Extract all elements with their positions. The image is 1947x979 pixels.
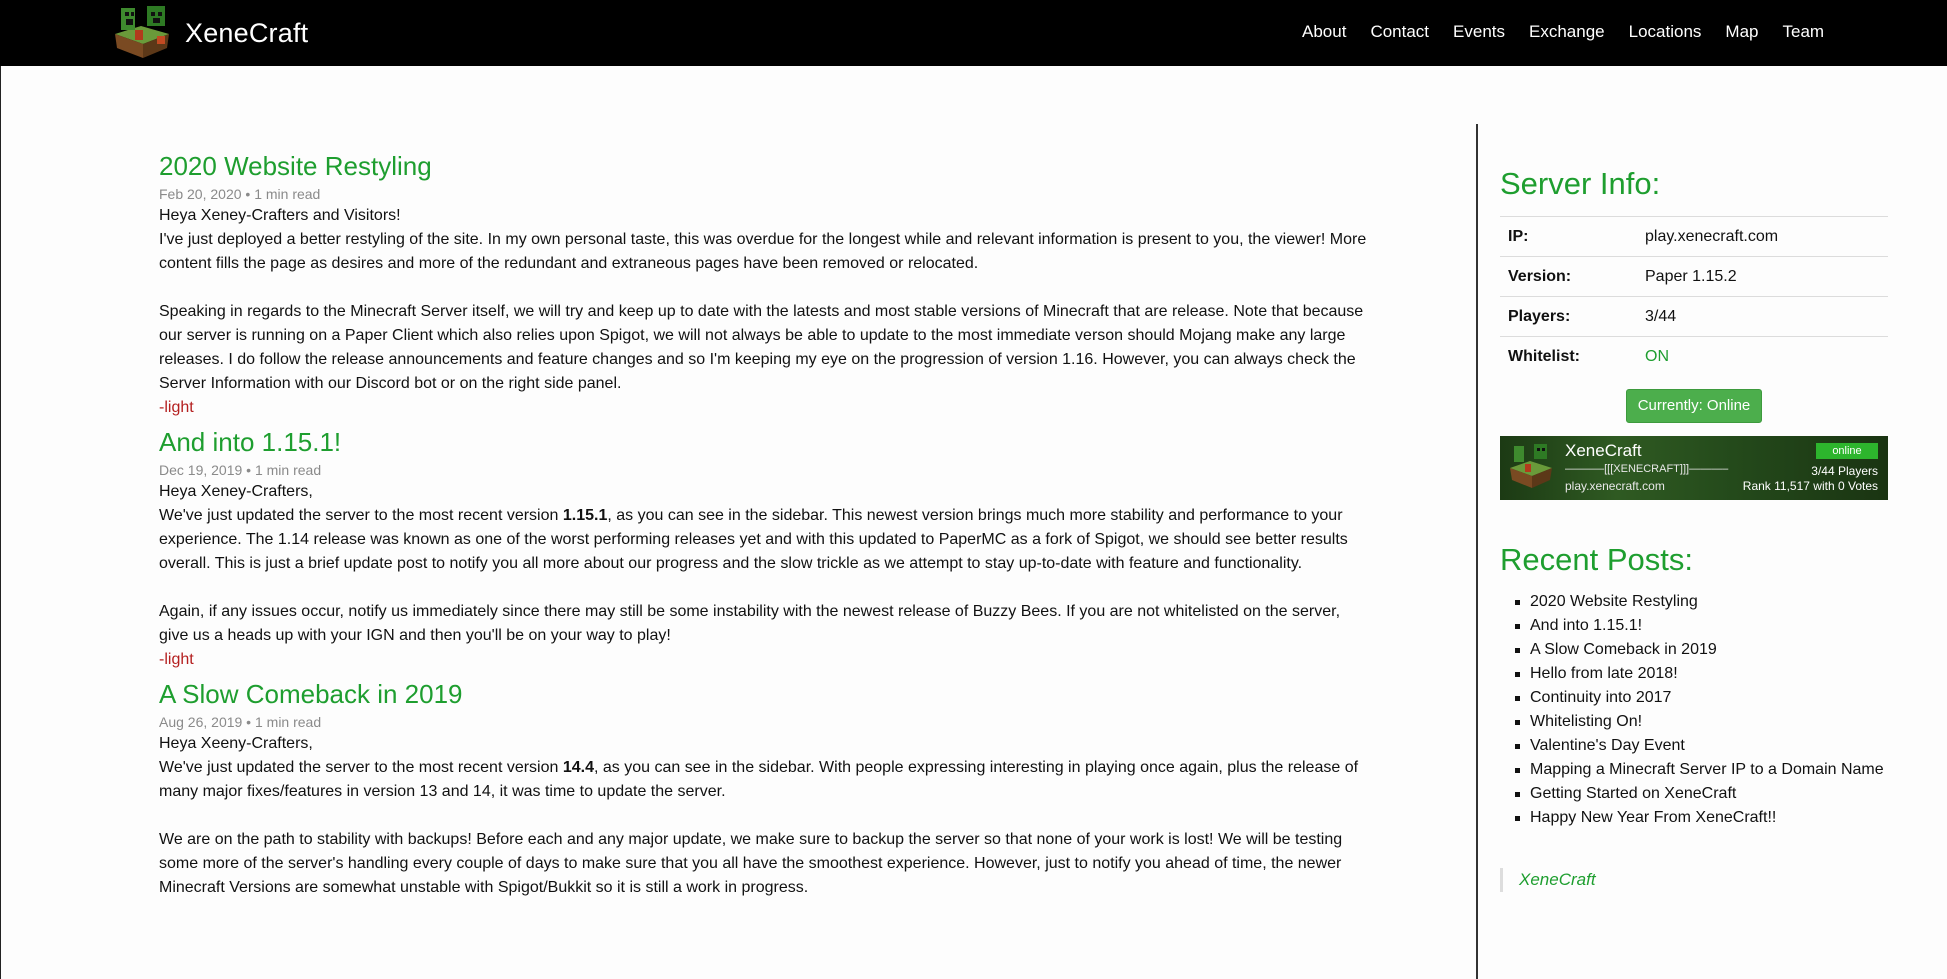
recent-post-link[interactable]: Continuity into 2017 xyxy=(1515,686,1888,710)
post-paragraph xyxy=(159,756,1367,804)
version-bold: 1.15.1 xyxy=(562,507,608,524)
post-paragraph: Heya Xeeny-Crafters, xyxy=(159,735,313,752)
brand-name: XeneCraft xyxy=(185,17,309,48)
server-banner[interactable] xyxy=(1500,436,1888,500)
post-signature: -light xyxy=(159,651,194,668)
server-info-table xyxy=(1500,216,1888,377)
page-left-border xyxy=(0,66,1,979)
version-bold: 14.4 xyxy=(562,759,594,776)
post-paragraph: Speaking in regards to the Minecraft Server itself, we will try and keep up to date with the latests and most stable versions of Minecraft that are release. Note that because our server is running on a Paper Client which also relies upon Spigot, we will not always be able to update to the most immediate verson should Mojang make any large releases. I do follow the release announcements and feature changes and so I'm keeping my eye on the progression of version 1.16. However, you can always check the Server Information with our Discord bot or on the right side panel. xyxy=(159,303,1364,392)
text-span: , as you can see in the sidebar. This newest version brings much more stability and performance to your experience. The 1.14 release was known as one of the worst performing releases yet and with this updated to PaperMC as a fork of Spigot, we should see better results overall. This is just a brief update post to notify you all more about our progress and the slow trickle as we attempt to stay up-to-date with feature and functionality. xyxy=(159,507,1348,572)
banner-motd: ———–[[[XENECRAFT]]]———– xyxy=(1565,462,1729,475)
nav-link-contact[interactable]: Contact xyxy=(1370,22,1430,41)
post-paragraph: Heya Xeney-Crafters and Visitors! xyxy=(159,207,401,224)
recent-posts-heading: Recent Posts: xyxy=(1500,541,1693,577)
nav-link-events[interactable]: Events xyxy=(1453,22,1506,41)
recent-post-link[interactable]: Happy New Year From XeneCraft!! xyxy=(1515,806,1888,830)
post-item xyxy=(159,678,1367,900)
banner-rank: Rank 11,517 with 0 Votes xyxy=(1742,478,1878,493)
text-span: We've just updated the server to the most recent version xyxy=(159,507,563,524)
post-body xyxy=(159,732,1367,900)
banner-address: play.xenecraft.com xyxy=(1565,478,1665,493)
recent-post-link[interactable]: Hello from late 2018! xyxy=(1515,662,1888,686)
whitelist-status: ON xyxy=(1637,337,1888,377)
post-paragraph xyxy=(159,504,1367,576)
nav-links xyxy=(1302,22,1848,42)
nav-link-exchange[interactable]: Exchange xyxy=(1529,22,1605,41)
recent-post-link[interactable]: Valentine's Day Event xyxy=(1515,734,1888,758)
post-signature: -light xyxy=(159,399,194,416)
recent-post-link[interactable]: Whitelisting On! xyxy=(1515,710,1888,734)
post-paragraph: We are on the path to stability with backups! Before each and any major update, we make sure to backup the server so that none of your work is lost! We will be testing some more of the server's handling every couple of days to make sure that you all have the smoothest experience. However, just to notify you ahead of time, the newer Minecraft Versions are somewhat unstable with Spigot/Bukkit so it is still a work in progress. xyxy=(159,831,1343,896)
banner-status-badge: online xyxy=(1816,443,1878,459)
post-meta: Dec 19, 2019 • 1 min read xyxy=(159,462,322,478)
recent-post-link[interactable]: A Slow Comeback in 2019 xyxy=(1515,638,1888,662)
info-key: IP: xyxy=(1500,217,1637,257)
info-row xyxy=(1500,217,1888,257)
banner-player-count: 3/44 Players xyxy=(1811,463,1878,478)
post-meta: Aug 26, 2019 • 1 min read xyxy=(159,714,322,730)
nav-link-about[interactable]: About xyxy=(1302,22,1347,41)
recent-post-link[interactable]: Mapping a Minecraft Server IP to a Domain Name xyxy=(1515,758,1888,782)
info-value: Paper 1.15.2 xyxy=(1637,257,1888,297)
recent-posts-list xyxy=(1500,590,1888,830)
server-info-heading: Server Info: xyxy=(1500,166,1661,201)
server-logo-icon xyxy=(1508,442,1558,494)
recent-post-link[interactable]: 2020 Website Restyling xyxy=(1515,590,1888,614)
xenecraft-logo-icon xyxy=(111,4,183,62)
text-span: We've just updated the server to the most recent version xyxy=(159,759,563,776)
info-key: Whitelist: xyxy=(1500,337,1637,377)
post-title-link[interactable]: A Slow Comeback in 2019 xyxy=(159,679,463,709)
top-navbar xyxy=(0,0,1947,66)
info-key: Version: xyxy=(1500,257,1637,297)
server-status-button[interactable]: Currently: Online xyxy=(1626,389,1762,423)
text-span: , as you can see in the sidebar. With people expressing interesting in playing once again, plus the release of many major fixes/features in version 13 and 14, it was time to update the server. xyxy=(159,759,1359,800)
nav-link-map[interactable]: Map xyxy=(1725,22,1759,41)
post-paragraph: Heya Xeney-Crafters, xyxy=(159,483,313,500)
post-body xyxy=(159,204,1367,420)
banner-server-name: XeneCraft xyxy=(1565,440,1642,460)
info-row xyxy=(1500,257,1888,297)
nav-link-team[interactable]: Team xyxy=(1782,22,1825,41)
info-row xyxy=(1500,297,1888,337)
post-body xyxy=(159,480,1367,672)
nav-link-locations[interactable]: Locations xyxy=(1628,22,1702,41)
recent-post-link[interactable]: And into 1.15.1! xyxy=(1515,614,1888,638)
post-item xyxy=(159,150,1367,420)
post-list xyxy=(159,150,1367,900)
sidebar-quote-link[interactable]: XeneCraft xyxy=(1500,868,1888,892)
recent-post-link[interactable]: Getting Started on XeneCraft xyxy=(1515,782,1888,806)
post-title-link[interactable]: 2020 Website Restyling xyxy=(159,151,432,181)
post-paragraph: I've just deployed a better restyling of the site. In my own personal taste, this was overdue for the longest while and relevant information is present to you, the viewer! More content fills the page as desires and more of the redundant and extraneous pages have been removed or relocated. xyxy=(159,231,1367,272)
sidebar-divider xyxy=(1476,124,1478,979)
info-value: play.xenecraft.com xyxy=(1637,217,1888,257)
post-item xyxy=(159,426,1367,672)
sidebar xyxy=(1500,164,1888,892)
recent-posts-section xyxy=(1500,540,1888,830)
post-meta: Feb 20, 2020 • 1 min read xyxy=(159,186,321,202)
post-paragraph: Again, if any issues occur, notify us immediately since there may still be some instability with the newest release of Buzzy Bees. If you are not whitelisted on the server, give us a heads up with your IGN and then you'll be on your way to play! xyxy=(159,603,1341,644)
info-row xyxy=(1500,337,1888,377)
brand-link[interactable] xyxy=(111,5,308,61)
info-key: Players: xyxy=(1500,297,1637,337)
post-title-link[interactable]: And into 1.15.1! xyxy=(159,427,342,457)
info-value: 3/44 xyxy=(1637,297,1888,337)
